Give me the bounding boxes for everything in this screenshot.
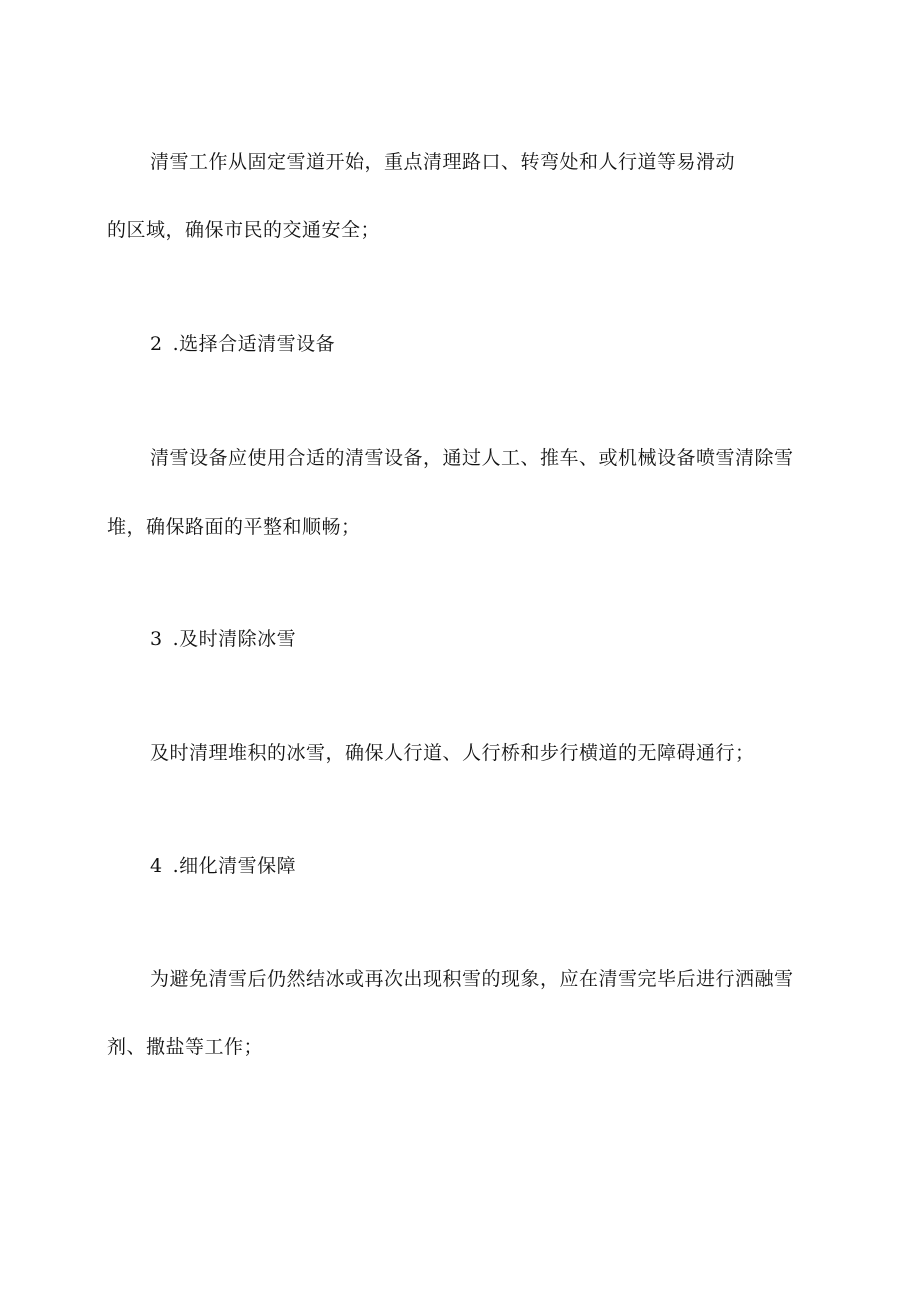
section-heading-3 — [150, 627, 296, 651]
section-title: .细化清雪保障 — [172, 855, 297, 877]
paragraph-2-line-1: 清雪设备应使用合适的清雪设备，通过人工、推车、或机械设备喷雪清除雪 — [150, 447, 794, 469]
paragraph-4-line-1: 为避免清雪后仍然结冰或再次出现积雪的现象，应在清雪完毕后进行洒融雪 — [150, 968, 794, 990]
section-number: 3 — [150, 628, 163, 650]
paragraph-1-line-2: 的区域，确保市民的交通安全； — [107, 219, 381, 241]
paragraph-2-line-2: 堆，确保路面的平整和顺畅； — [107, 516, 361, 538]
section-title: .及时清除冰雪 — [172, 628, 297, 650]
section-heading-4 — [150, 854, 296, 878]
section-heading-2 — [150, 332, 335, 356]
paragraph-3-line-1: 及时清理堆积的冰雪，确保人行道、人行桥和步行横道的无障碍通行； — [150, 742, 755, 764]
paragraph-1-line-1: 清雪工作从固定雪道开始，重点清理路口、转弯处和人行道等易滑动 — [150, 151, 736, 173]
paragraph-4-line-2: 剂、撒盐等工作； — [107, 1036, 264, 1058]
section-title: .选择合适清雪设备 — [172, 333, 336, 355]
section-number: 2 — [150, 333, 163, 355]
section-number: 4 — [150, 855, 163, 877]
